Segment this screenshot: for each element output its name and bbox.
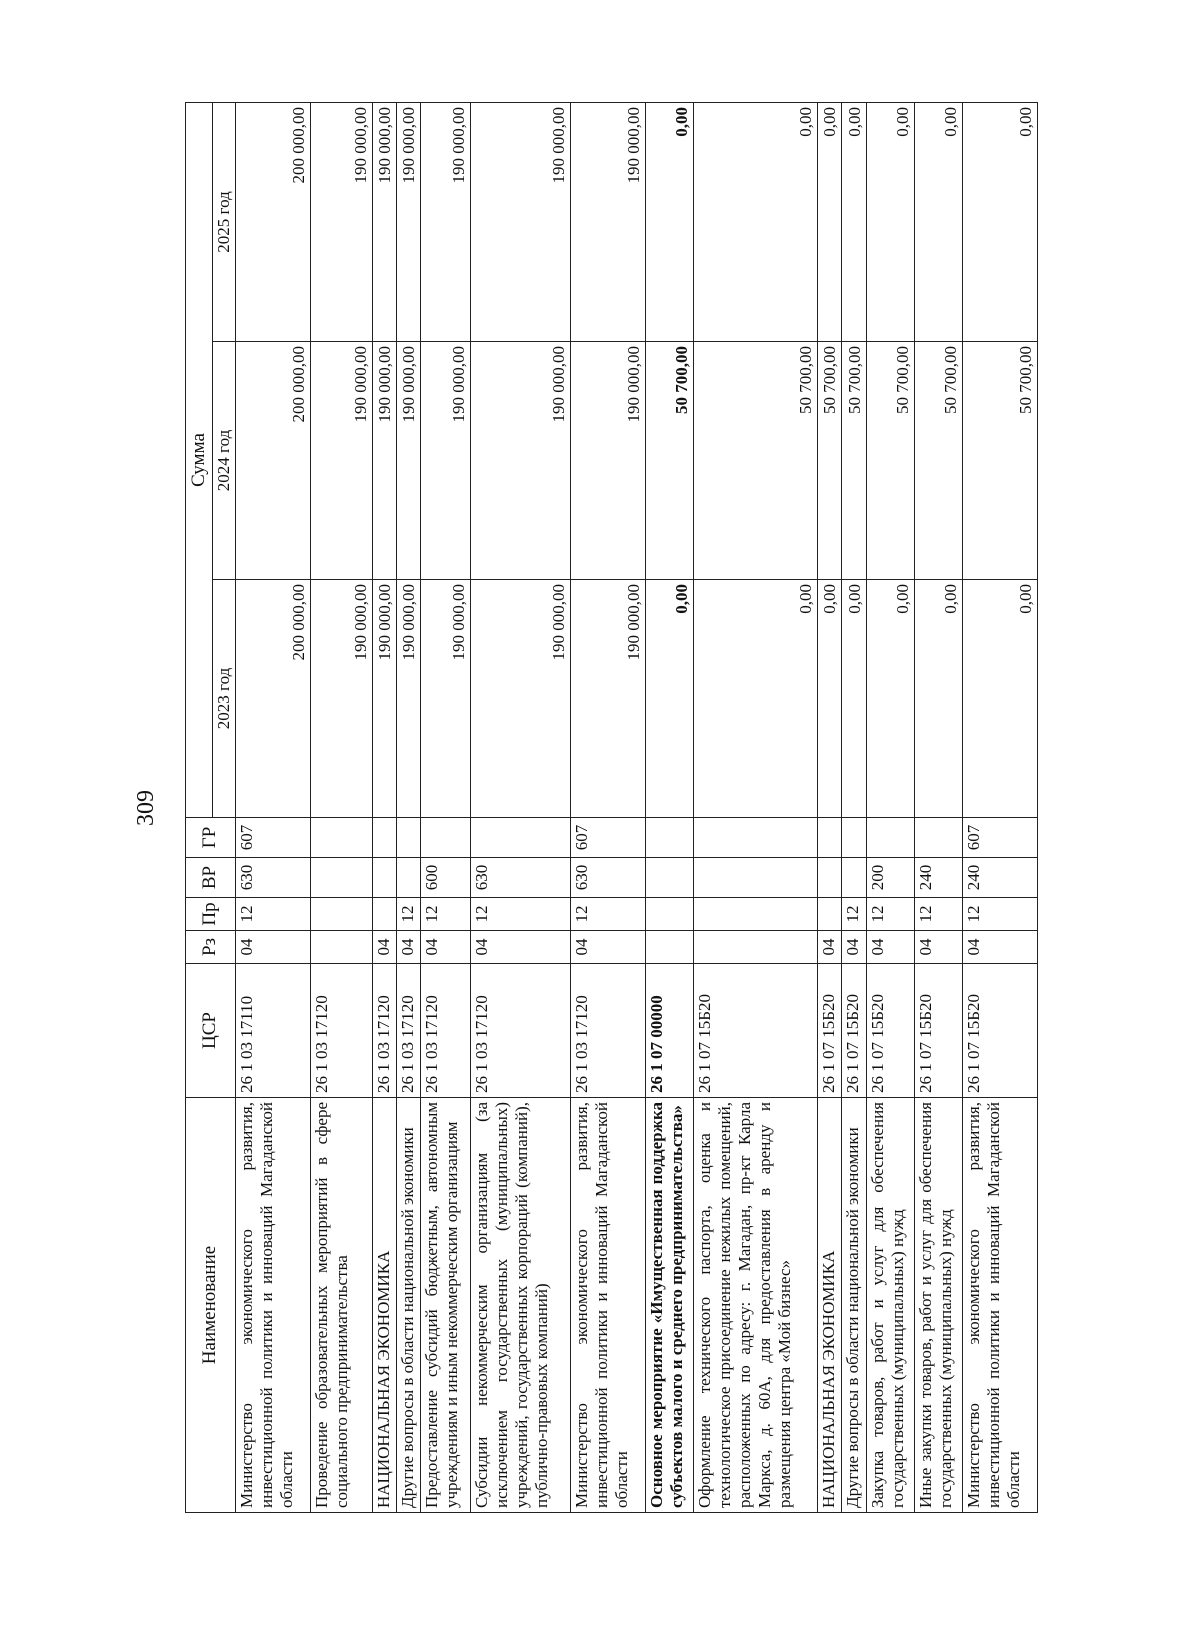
row-pr-cell bbox=[646, 898, 694, 931]
row-csr-cell: 26 1 07 15Б20 bbox=[694, 964, 818, 1098]
row-name-cell: Другие вопросы в области национальной экономики bbox=[397, 1098, 421, 1513]
header-gr: ГР bbox=[186, 818, 236, 858]
row-vr-cell: 240 bbox=[915, 858, 963, 898]
row-csr-cell: 26 1 07 15Б20 bbox=[867, 964, 915, 1098]
row-2023-cell: 0,00 bbox=[818, 580, 842, 818]
row-2023-cell: 0,00 bbox=[842, 580, 867, 818]
row-rz-cell: 04 bbox=[915, 931, 963, 964]
row-pr-cell bbox=[311, 898, 373, 931]
row-name-cell: Министерство экономического развития, инвестиционной политики и инноваций Магаданской области bbox=[236, 1098, 311, 1513]
row-pr-cell: 12 bbox=[236, 898, 311, 931]
row-rz-cell: 04 bbox=[373, 931, 397, 964]
row-name-cell: НАЦИОНАЛЬНАЯ ЭКОНОМИКА bbox=[373, 1098, 397, 1513]
row-gr-cell bbox=[421, 818, 471, 858]
row-csr-cell: 26 1 03 17120 bbox=[373, 964, 397, 1098]
row-2024-cell: 50 700,00 bbox=[646, 342, 694, 580]
row-pr-cell: 12 bbox=[571, 898, 646, 931]
row-gr-cell bbox=[867, 818, 915, 858]
budget-table bbox=[185, 102, 1038, 1513]
row-2025-cell: 0,00 bbox=[818, 103, 842, 342]
row-pr-cell: 12 bbox=[915, 898, 963, 931]
table-row bbox=[373, 103, 397, 1513]
row-csr-cell: 26 1 03 17110 bbox=[236, 964, 311, 1098]
row-name-cell: Основное мероприятие «Имущественная поддержка субъектов малого и среднего предпринимательства» bbox=[646, 1098, 694, 1513]
row-2024-cell: 50 700,00 bbox=[867, 342, 915, 580]
row-2025-cell: 190 000,00 bbox=[421, 103, 471, 342]
row-2024-cell: 190 000,00 bbox=[571, 342, 646, 580]
row-rz-cell: 04 bbox=[842, 931, 867, 964]
rotated-page-content bbox=[185, 103, 1096, 1513]
row-csr-cell: 26 1 07 00000 bbox=[646, 964, 694, 1098]
row-2025-cell: 0,00 bbox=[842, 103, 867, 342]
row-2024-cell: 190 000,00 bbox=[311, 342, 373, 580]
row-vr-cell: 630 bbox=[236, 858, 311, 898]
table-row bbox=[842, 103, 867, 1513]
row-csr-cell: 26 1 03 17120 bbox=[471, 964, 571, 1098]
row-gr-cell bbox=[915, 818, 963, 858]
row-2024-cell: 50 700,00 bbox=[694, 342, 818, 580]
header-csr: ЦСР bbox=[186, 964, 236, 1098]
row-2025-cell: 0,00 bbox=[694, 103, 818, 342]
row-csr-cell: 26 1 07 15Б20 bbox=[818, 964, 842, 1098]
row-pr-cell: 12 bbox=[397, 898, 421, 931]
table-row bbox=[397, 103, 421, 1513]
row-rz-cell: 04 bbox=[867, 931, 915, 964]
row-csr-cell: 26 1 03 17120 bbox=[311, 964, 373, 1098]
row-gr-cell bbox=[818, 818, 842, 858]
row-2025-cell: 190 000,00 bbox=[471, 103, 571, 342]
row-rz-cell: 04 bbox=[471, 931, 571, 964]
row-vr-cell bbox=[842, 858, 867, 898]
row-gr-cell bbox=[311, 818, 373, 858]
row-2025-cell: 0,00 bbox=[867, 103, 915, 342]
row-name-cell: НАЦИОНАЛЬНАЯ ЭКОНОМИКА bbox=[818, 1098, 842, 1513]
row-2025-cell: 190 000,00 bbox=[373, 103, 397, 342]
header-vr: ВР bbox=[186, 858, 236, 898]
row-gr-cell bbox=[397, 818, 421, 858]
row-rz-cell: 04 bbox=[963, 931, 1038, 964]
row-2024-cell: 190 000,00 bbox=[397, 342, 421, 580]
row-2023-cell: 190 000,00 bbox=[311, 580, 373, 818]
row-name-cell: Проведение образовательных мероприятий в сфере социального предпринимательства bbox=[311, 1098, 373, 1513]
row-rz-cell bbox=[694, 931, 818, 964]
row-rz-cell bbox=[646, 931, 694, 964]
row-rz-cell: 04 bbox=[421, 931, 471, 964]
row-2023-cell: 0,00 bbox=[646, 580, 694, 818]
table-row bbox=[236, 103, 311, 1513]
row-name-cell: Иные закупки товаров, работ и услуг для обеспечения государственных (муниципальных) нужд bbox=[915, 1098, 963, 1513]
row-pr-cell bbox=[818, 898, 842, 931]
row-rz-cell bbox=[311, 931, 373, 964]
row-vr-cell: 240 bbox=[963, 858, 1038, 898]
row-2025-cell: 190 000,00 bbox=[397, 103, 421, 342]
row-2023-cell: 0,00 bbox=[963, 580, 1038, 818]
header-2023: 2023 год bbox=[213, 580, 236, 818]
row-rz-cell: 04 bbox=[236, 931, 311, 964]
row-name-cell: Министерство экономического развития, инвестиционной политики и инноваций Магаданской области bbox=[571, 1098, 646, 1513]
row-2025-cell: 190 000,00 bbox=[571, 103, 646, 342]
row-gr-cell bbox=[373, 818, 397, 858]
row-pr-cell: 12 bbox=[842, 898, 867, 931]
row-vr-cell bbox=[373, 858, 397, 898]
row-rz-cell: 04 bbox=[818, 931, 842, 964]
row-vr-cell: 630 bbox=[571, 858, 646, 898]
row-2024-cell: 190 000,00 bbox=[421, 342, 471, 580]
row-name-cell: Закупка товаров, работ и услуг для обеспечения государственных (муниципальных) нужд bbox=[867, 1098, 915, 1513]
row-vr-cell: 630 bbox=[471, 858, 571, 898]
header-2024: 2024 год bbox=[213, 342, 236, 580]
row-vr-cell bbox=[694, 858, 818, 898]
row-2024-cell: 50 700,00 bbox=[818, 342, 842, 580]
row-gr-cell: 607 bbox=[963, 818, 1038, 858]
row-2023-cell: 0,00 bbox=[694, 580, 818, 818]
header-name: Наименование bbox=[186, 1098, 236, 1513]
row-pr-cell bbox=[694, 898, 818, 931]
row-2025-cell: 200 000,00 bbox=[236, 103, 311, 342]
row-2025-cell: 0,00 bbox=[646, 103, 694, 342]
row-csr-cell: 26 1 03 17120 bbox=[421, 964, 471, 1098]
row-csr-cell: 26 1 07 15Б20 bbox=[963, 964, 1038, 1098]
row-pr-cell: 12 bbox=[867, 898, 915, 931]
row-pr-cell: 12 bbox=[421, 898, 471, 931]
row-2025-cell: 190 000,00 bbox=[311, 103, 373, 342]
row-2024-cell: 200 000,00 bbox=[236, 342, 311, 580]
row-csr-cell: 26 1 03 17120 bbox=[571, 964, 646, 1098]
row-2023-cell: 190 000,00 bbox=[571, 580, 646, 818]
row-vr-cell: 600 bbox=[421, 858, 471, 898]
table-row bbox=[571, 103, 646, 1513]
row-2024-cell: 50 700,00 bbox=[915, 342, 963, 580]
row-vr-cell bbox=[397, 858, 421, 898]
row-rz-cell: 04 bbox=[397, 931, 421, 964]
row-2024-cell: 190 000,00 bbox=[373, 342, 397, 580]
row-2023-cell: 190 000,00 bbox=[421, 580, 471, 818]
header-rz: Рз bbox=[186, 931, 236, 964]
row-2024-cell: 50 700,00 bbox=[963, 342, 1038, 580]
page-number: 309 bbox=[133, 790, 159, 826]
row-rz-cell: 04 bbox=[571, 931, 646, 964]
table-row bbox=[694, 103, 818, 1513]
header-2025: 2025 год bbox=[213, 103, 236, 342]
row-2023-cell: 190 000,00 bbox=[471, 580, 571, 818]
table-header bbox=[186, 103, 236, 1513]
row-2025-cell: 0,00 bbox=[963, 103, 1038, 342]
row-gr-cell bbox=[842, 818, 867, 858]
table-row bbox=[915, 103, 963, 1513]
row-pr-cell bbox=[373, 898, 397, 931]
row-gr-cell: 607 bbox=[236, 818, 311, 858]
row-2023-cell: 190 000,00 bbox=[397, 580, 421, 818]
row-2023-cell: 200 000,00 bbox=[236, 580, 311, 818]
row-gr-cell: 607 bbox=[571, 818, 646, 858]
row-name-cell: Предоставление субсидий бюджетным, автономным учреждениям и иным некоммерческим организациям bbox=[421, 1098, 471, 1513]
row-gr-cell bbox=[694, 818, 818, 858]
table-row bbox=[311, 103, 373, 1513]
row-name-cell: Министерство экономического развития, инвестиционной политики и инноваций Магаданской области bbox=[963, 1098, 1038, 1513]
row-2025-cell: 0,00 bbox=[915, 103, 963, 342]
row-name-cell: Другие вопросы в области национальной экономики bbox=[842, 1098, 867, 1513]
row-2023-cell: 0,00 bbox=[915, 580, 963, 818]
row-vr-cell bbox=[646, 858, 694, 898]
row-gr-cell bbox=[471, 818, 571, 858]
row-2023-cell: 190 000,00 bbox=[373, 580, 397, 818]
row-name-cell: Субсидии некоммерческим организациям (за исключением государственных (муниципальных) учреждений, государственных корпораций (компаний), публично-правовых компаний) bbox=[471, 1098, 571, 1513]
row-pr-cell: 12 bbox=[471, 898, 571, 931]
table-row bbox=[646, 103, 694, 1513]
header-sum: Сумма bbox=[186, 103, 213, 818]
table-row bbox=[963, 103, 1038, 1513]
table-row bbox=[471, 103, 571, 1513]
row-gr-cell bbox=[646, 818, 694, 858]
table-row bbox=[818, 103, 842, 1513]
table-row bbox=[867, 103, 915, 1513]
table-body bbox=[236, 103, 1038, 1513]
row-csr-cell: 26 1 07 15Б20 bbox=[915, 964, 963, 1098]
row-vr-cell: 200 bbox=[867, 858, 915, 898]
row-pr-cell: 12 bbox=[963, 898, 1038, 931]
row-csr-cell: 26 1 07 15Б20 bbox=[842, 964, 867, 1098]
row-csr-cell: 26 1 03 17120 bbox=[397, 964, 421, 1098]
table-row bbox=[421, 103, 471, 1513]
row-2023-cell: 0,00 bbox=[867, 580, 915, 818]
row-vr-cell bbox=[311, 858, 373, 898]
row-2024-cell: 190 000,00 bbox=[471, 342, 571, 580]
row-name-cell: Оформление технического паспорта, оценка и технологическое присоединение нежилых помещений, расположенных по адресу: г. Магадан, пр-кт Карла Маркса, д. 60А, для предоставления в аренду и размещения центра «Мой бизнес» bbox=[694, 1098, 818, 1513]
row-2024-cell: 50 700,00 bbox=[842, 342, 867, 580]
row-vr-cell bbox=[818, 858, 842, 898]
header-pr: Пр bbox=[186, 898, 236, 931]
